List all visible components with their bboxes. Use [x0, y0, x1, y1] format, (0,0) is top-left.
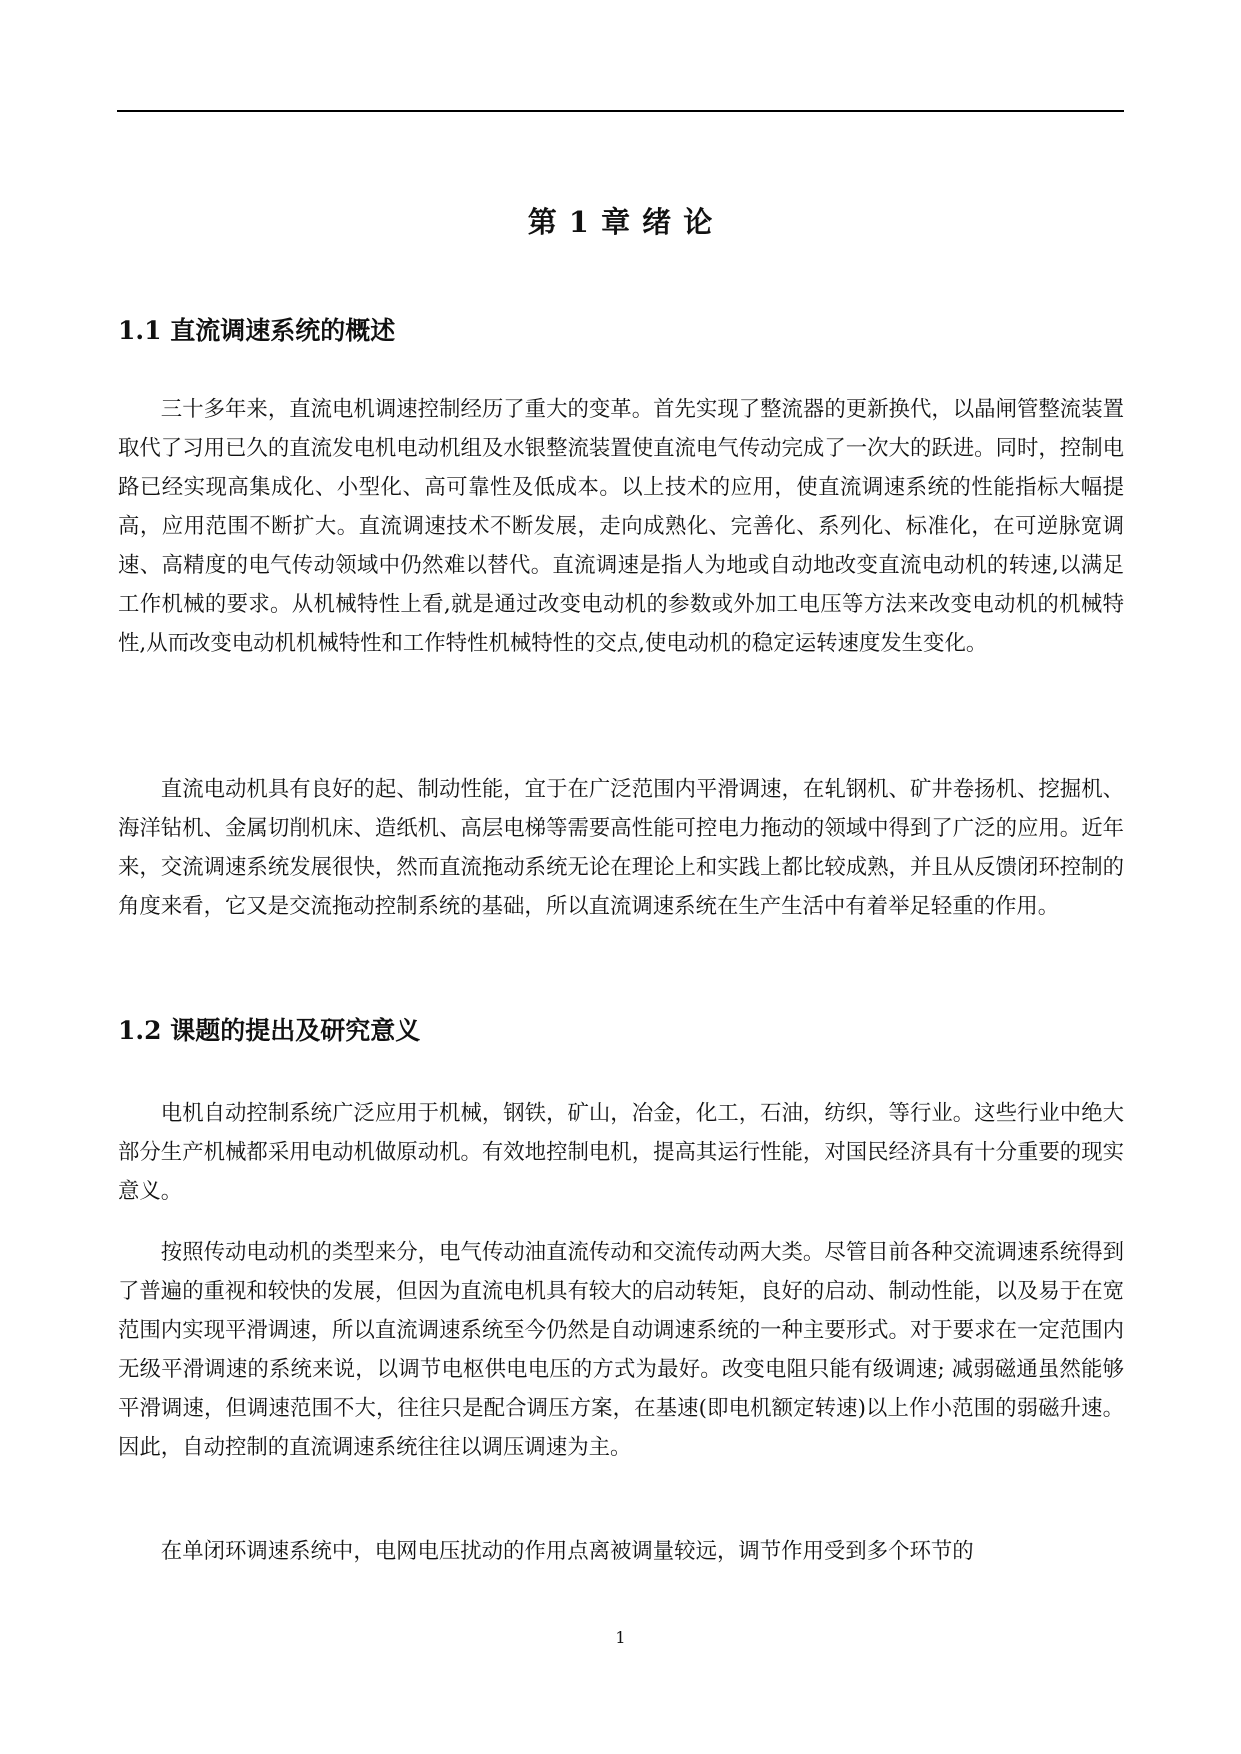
header-rule	[117, 110, 1124, 112]
paragraph-1-1-a: 三十多年来，直流电机调速控制经历了重大的变革。首先实现了整流器的更新换代，以晶闸管整流装置取代了习用已久的直流发电机电动机组及水银整流装置使直流电气传动完成了一次大的跃进。同时，控制电路已经实现高集成化、小型化、高可靠性及低成本。以上技术的应用，使直流调速系统的性能指标大幅提高，应用范围不断扩大。直流调速技术不断发展，走向成熟化、完善化、系列化、标准化，在可逆脉宽调速、高精度的电气传动领域中仍然难以替代。直流调速是指人为地或自动地改变直流电动机的转速,以满足工作机械的要求。从机械特性上看,就是通过改变电动机的参数或外加工电压等方法来改变电动机的机械特性,从而改变电动机机械特性和工作特性机械特性的交点,使电动机的稳定运转速度发生变化。	[118, 397, 1124, 656]
section-heading-1-2: 1.2 课题的提出及研究意义	[118, 1016, 421, 1045]
paragraph-1-1-b: 直流电动机具有良好的起、制动性能，宜于在广泛范围内平滑调速，在轧钢机、矿井卷扬机、挖掘机、海洋钻机、金属切削机床、造纸机、高层电梯等需要高性能可控电力拖动的领域中得到了广泛的应用。近年来，交流调速系统发展很快，然而直流拖动系统无论在理论上和实践上都比较成熟，并且从反馈闭环控制的角度来看，它又是交流拖动控制系统的基础，所以直流调速系统在生产生活中有着举足轻重的作用。	[118, 777, 1124, 919]
paragraph-1-2-c: 在单闭环调速系统中，电网电压扰动的作用点离被调量较远，调节作用受到多个环节的	[160, 1539, 974, 1564]
paragraph-1-2-a: 电机自动控制系统广泛应用于机械，钢铁，矿山，冶金，化工，石油，纺织，等行业。这些行业中绝大部分生产机械都采用电动机做原动机。有效地控制电机，提高其运行性能，对国民经济具有十分重要的现实意义。	[118, 1101, 1124, 1204]
paragraph-1-2-b: 按照传动电动机的类型来分，电气传动油直流传动和交流传动两大类。尽管目前各种交流调速系统得到了普遍的重视和较快的发展，但因为直流电机具有较大的启动转矩，良好的启动、制动性能，以及易于在宽范围内实现平滑调速，所以直流调速系统至今仍然是自动调速系统的一种主要形式。对于要求在一定范围内无级平滑调速的系统来说，以调节电枢供电电压的方式为最好。改变电阻只能有级调速; 减弱磁通虽然能够平滑调速，但调速范围不大，往往只是配合调压方案，在基速(即电机额定转速)以上作小范围的弱磁升速。因此，自动控制的直流调速系统往往以调压调速为主。	[118, 1240, 1124, 1460]
section-heading-1-1: 1.1 直流调速系统的概述	[118, 316, 396, 345]
page-number: 1	[615, 1628, 626, 1647]
chapter-title: 第 1 章 绪 论	[527, 205, 714, 239]
